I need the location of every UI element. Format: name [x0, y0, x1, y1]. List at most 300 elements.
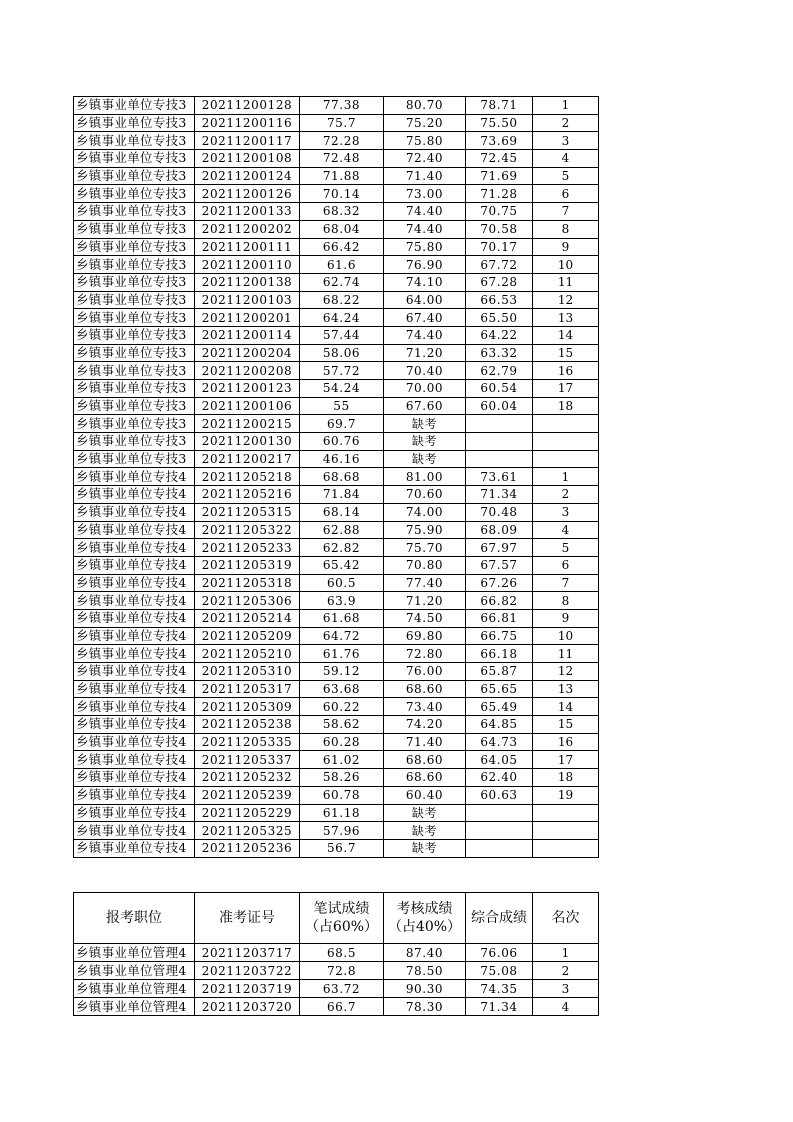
table-row [74, 503, 599, 521]
cell-written-score: 63.72 [300, 980, 384, 998]
cell-total-score: 73.61 [466, 468, 533, 486]
cell-exam-id: 20211205317 [195, 680, 300, 698]
cell-exam-id: 20211200208 [195, 362, 300, 380]
cell-assess-score: 73.00 [384, 185, 466, 203]
cell-exam-id: 20211205310 [195, 663, 300, 681]
cell-total-score: 65.49 [466, 698, 533, 716]
cell-assess-score: 缺考 [384, 450, 466, 468]
cell-rank: 1 [533, 468, 599, 486]
cell-position: 乡镇事业单位专技3 [74, 167, 195, 185]
cell-rank: 13 [533, 680, 599, 698]
table-row [74, 804, 599, 822]
cell-position: 乡镇事业单位专技3 [74, 450, 195, 468]
cell-total-score: 67.57 [466, 556, 533, 574]
cell-assess-score: 68.60 [384, 680, 466, 698]
cell-rank: 17 [533, 751, 599, 769]
cell-position: 乡镇事业单位专技3 [74, 362, 195, 380]
cell-position: 乡镇事业单位专技4 [74, 521, 195, 539]
cell-position: 乡镇事业单位专技4 [74, 698, 195, 716]
cell-written-score: 58.26 [300, 769, 384, 787]
cell-rank: 11 [533, 273, 599, 291]
cell-rank: 16 [533, 362, 599, 380]
cell-position: 乡镇事业单位专技3 [74, 326, 195, 344]
cell-total-score: 78.71 [466, 97, 533, 115]
cell-rank: 5 [533, 167, 599, 185]
cell-rank: 15 [533, 344, 599, 362]
cell-rank [533, 415, 599, 433]
cell-written-score: 68.22 [300, 291, 384, 309]
cell-total-score [466, 450, 533, 468]
cell-exam-id: 20211205319 [195, 556, 300, 574]
cell-rank: 4 [533, 150, 599, 168]
cell-rank: 13 [533, 309, 599, 327]
cell-position: 乡镇事业单位专技3 [74, 344, 195, 362]
header-assess-score-l2: （占40%） [387, 919, 462, 935]
cell-exam-id: 20211200217 [195, 450, 300, 468]
cell-exam-id: 20211200130 [195, 433, 300, 451]
cell-written-score: 68.5 [300, 944, 384, 962]
cell-rank [533, 839, 599, 857]
table-row [74, 273, 599, 291]
cell-rank: 9 [533, 609, 599, 627]
cell-exam-id: 20211203720 [195, 998, 300, 1016]
cell-assess-score: 缺考 [384, 822, 466, 840]
header-written-score-l2: （占60%） [304, 919, 379, 935]
cell-written-score: 68.32 [300, 203, 384, 221]
cell-position: 乡镇事业单位专技4 [74, 609, 195, 627]
cell-position: 乡镇事业单位专技3 [74, 256, 195, 274]
cell-rank [533, 804, 599, 822]
cell-written-score: 77.38 [300, 97, 384, 115]
cell-position: 乡镇事业单位专技4 [74, 539, 195, 557]
cell-written-score: 61.76 [300, 645, 384, 663]
cell-assess-score: 74.40 [384, 326, 466, 344]
cell-position: 乡镇事业单位专技4 [74, 839, 195, 857]
cell-assess-score: 81.00 [384, 468, 466, 486]
cell-written-score: 68.68 [300, 468, 384, 486]
cell-written-score: 60.5 [300, 574, 384, 592]
cell-total-score: 73.69 [466, 132, 533, 150]
cell-position: 乡镇事业单位专技4 [74, 468, 195, 486]
cell-position: 乡镇事业单位专技4 [74, 786, 195, 804]
cell-assess-score: 74.50 [384, 609, 466, 627]
cell-written-score: 46.16 [300, 450, 384, 468]
cell-total-score: 71.69 [466, 167, 533, 185]
cell-written-score: 54.24 [300, 380, 384, 398]
table-row [74, 185, 599, 203]
cell-total-score: 70.75 [466, 203, 533, 221]
cell-written-score: 62.88 [300, 521, 384, 539]
cell-rank: 19 [533, 786, 599, 804]
cell-total-score: 62.40 [466, 769, 533, 787]
table-row [74, 751, 599, 769]
cell-total-score: 74.35 [466, 980, 533, 998]
cell-rank: 14 [533, 698, 599, 716]
cell-total-score: 68.09 [466, 521, 533, 539]
cell-assess-score: 75.90 [384, 521, 466, 539]
cell-position: 乡镇事业单位专技4 [74, 592, 195, 610]
cell-total-score: 66.53 [466, 291, 533, 309]
cell-rank: 2 [533, 962, 599, 980]
cell-position: 乡镇事业单位专技4 [74, 716, 195, 734]
cell-assess-score: 76.00 [384, 663, 466, 681]
cell-rank: 1 [533, 944, 599, 962]
cell-total-score: 70.58 [466, 220, 533, 238]
cell-assess-score: 75.80 [384, 132, 466, 150]
cell-rank: 3 [533, 132, 599, 150]
cell-rank: 10 [533, 627, 599, 645]
header-assess-score [384, 893, 466, 944]
cell-assess-score: 缺考 [384, 433, 466, 451]
cell-total-score: 75.50 [466, 114, 533, 132]
cell-assess-score: 69.80 [384, 627, 466, 645]
cell-rank: 8 [533, 220, 599, 238]
cell-assess-score: 73.40 [384, 698, 466, 716]
cell-written-score: 70.14 [300, 185, 384, 203]
cell-rank: 1 [533, 97, 599, 115]
table-row [74, 556, 599, 574]
cell-exam-id: 20211200123 [195, 380, 300, 398]
cell-rank: 7 [533, 574, 599, 592]
cell-written-score: 60.28 [300, 733, 384, 751]
cell-position: 乡镇事业单位专技3 [74, 380, 195, 398]
cell-written-score: 69.7 [300, 415, 384, 433]
cell-position: 乡镇事业单位专技4 [74, 769, 195, 787]
header-written-score [300, 893, 384, 944]
cell-total-score: 70.17 [466, 238, 533, 256]
cell-exam-id: 20211200201 [195, 309, 300, 327]
table-row [74, 468, 599, 486]
cell-total-score: 62.79 [466, 362, 533, 380]
cell-position: 乡镇事业单位专技4 [74, 627, 195, 645]
cell-total-score: 66.75 [466, 627, 533, 645]
cell-exam-id: 20211200126 [195, 185, 300, 203]
cell-written-score: 71.88 [300, 167, 384, 185]
cell-position: 乡镇事业单位管理4 [74, 980, 195, 998]
cell-rank: 10 [533, 256, 599, 274]
table-row [74, 397, 599, 415]
cell-position: 乡镇事业单位专技3 [74, 309, 195, 327]
table-row [74, 962, 599, 980]
cell-total-score: 65.87 [466, 663, 533, 681]
cell-exam-id: 20211205229 [195, 804, 300, 822]
cell-total-score: 66.82 [466, 592, 533, 610]
table-row [74, 786, 599, 804]
cell-written-score: 75.7 [300, 114, 384, 132]
cell-assess-score: 60.40 [384, 786, 466, 804]
cell-exam-id: 20211200128 [195, 97, 300, 115]
cell-rank: 3 [533, 503, 599, 521]
cell-exam-id: 20211200204 [195, 344, 300, 362]
cell-rank: 7 [533, 203, 599, 221]
cell-rank: 2 [533, 486, 599, 504]
cell-position: 乡镇事业单位专技3 [74, 114, 195, 132]
cell-exam-id: 20211205218 [195, 468, 300, 486]
table-row [74, 167, 599, 185]
table-row [74, 663, 599, 681]
cell-rank: 16 [533, 733, 599, 751]
table-row [74, 680, 599, 698]
cell-assess-score: 64.00 [384, 291, 466, 309]
table-row [74, 839, 599, 857]
cell-rank: 18 [533, 397, 599, 415]
table-row [74, 822, 599, 840]
cell-position: 乡镇事业单位专技4 [74, 486, 195, 504]
cell-position: 乡镇事业单位专技4 [74, 733, 195, 751]
cell-exam-id: 20211205236 [195, 839, 300, 857]
cell-total-score: 66.18 [466, 645, 533, 663]
table-header-row [74, 893, 599, 944]
cell-exam-id: 20211203722 [195, 962, 300, 980]
cell-rank: 3 [533, 980, 599, 998]
table-row [74, 97, 599, 115]
table-row [74, 592, 599, 610]
cell-rank: 14 [533, 326, 599, 344]
cell-written-score: 64.72 [300, 627, 384, 645]
table-row [74, 132, 599, 150]
cell-position: 乡镇事业单位专技3 [74, 273, 195, 291]
cell-rank: 4 [533, 521, 599, 539]
cell-rank: 12 [533, 663, 599, 681]
cell-exam-id: 20211200116 [195, 114, 300, 132]
cell-total-score: 64.73 [466, 733, 533, 751]
header-total-score: 综合成绩 [466, 893, 533, 944]
table-row [74, 645, 599, 663]
cell-assess-score: 70.00 [384, 380, 466, 398]
cell-exam-id: 20211205210 [195, 645, 300, 663]
cell-assess-score: 77.40 [384, 574, 466, 592]
score-table-management-body [74, 944, 599, 1016]
cell-position: 乡镇事业单位专技4 [74, 503, 195, 521]
header-exam-id: 准考证号 [195, 893, 300, 944]
cell-exam-id: 20211205238 [195, 716, 300, 734]
table-row [74, 380, 599, 398]
cell-exam-id: 20211205214 [195, 609, 300, 627]
table-row [74, 998, 599, 1016]
cell-position: 乡镇事业单位专技3 [74, 97, 195, 115]
cell-position: 乡镇事业单位专技4 [74, 822, 195, 840]
table-row [74, 980, 599, 998]
header-assess-score-l1: 考核成绩 [396, 901, 453, 917]
cell-assess-score: 70.60 [384, 486, 466, 504]
cell-total-score: 71.34 [466, 998, 533, 1016]
cell-written-score: 58.06 [300, 344, 384, 362]
cell-rank: 6 [533, 556, 599, 574]
cell-total-score: 76.06 [466, 944, 533, 962]
cell-written-score: 57.96 [300, 822, 384, 840]
cell-total-score: 65.65 [466, 680, 533, 698]
cell-written-score: 60.78 [300, 786, 384, 804]
cell-assess-score: 74.40 [384, 203, 466, 221]
cell-assess-score: 71.20 [384, 344, 466, 362]
cell-exam-id: 20211205322 [195, 521, 300, 539]
cell-total-score: 71.28 [466, 185, 533, 203]
table-row [74, 627, 599, 645]
cell-assess-score: 缺考 [384, 415, 466, 433]
cell-exam-id: 20211205309 [195, 698, 300, 716]
cell-total-score [466, 415, 533, 433]
cell-exam-id: 20211200106 [195, 397, 300, 415]
cell-written-score: 64.24 [300, 309, 384, 327]
cell-written-score: 57.72 [300, 362, 384, 380]
cell-written-score: 60.76 [300, 433, 384, 451]
cell-exam-id: 20211200202 [195, 220, 300, 238]
header-position: 报考职位 [74, 893, 195, 944]
cell-total-score: 63.32 [466, 344, 533, 362]
cell-position: 乡镇事业单位管理4 [74, 944, 195, 962]
cell-exam-id: 20211205306 [195, 592, 300, 610]
cell-written-score: 60.22 [300, 698, 384, 716]
cell-written-score: 66.42 [300, 238, 384, 256]
cell-total-score: 64.05 [466, 751, 533, 769]
cell-assess-score: 68.60 [384, 751, 466, 769]
cell-total-score: 60.54 [466, 380, 533, 398]
cell-exam-id: 20211205325 [195, 822, 300, 840]
cell-written-score: 61.68 [300, 609, 384, 627]
header-written-score-l1: 笔试成绩 [313, 901, 370, 917]
table-row [74, 362, 599, 380]
cell-exam-id: 20211200124 [195, 167, 300, 185]
cell-assess-score: 67.60 [384, 397, 466, 415]
table-row [74, 450, 599, 468]
cell-exam-id: 20211200108 [195, 150, 300, 168]
cell-assess-score: 74.40 [384, 220, 466, 238]
cell-written-score: 61.18 [300, 804, 384, 822]
table-row [74, 574, 599, 592]
cell-exam-id: 20211203717 [195, 944, 300, 962]
cell-written-score: 65.42 [300, 556, 384, 574]
cell-assess-score: 75.80 [384, 238, 466, 256]
cell-written-score: 59.12 [300, 663, 384, 681]
cell-rank [533, 433, 599, 451]
cell-position: 乡镇事业单位专技4 [74, 751, 195, 769]
cell-assess-score: 67.40 [384, 309, 466, 327]
cell-written-score: 63.68 [300, 680, 384, 698]
cell-total-score: 70.48 [466, 503, 533, 521]
cell-rank: 2 [533, 114, 599, 132]
cell-written-score: 72.48 [300, 150, 384, 168]
cell-rank: 18 [533, 769, 599, 787]
cell-position: 乡镇事业单位专技3 [74, 203, 195, 221]
cell-rank: 6 [533, 185, 599, 203]
table-row [74, 415, 599, 433]
cell-position: 乡镇事业单位专技3 [74, 185, 195, 203]
cell-rank: 4 [533, 998, 599, 1016]
cell-assess-score: 缺考 [384, 839, 466, 857]
table-row [74, 539, 599, 557]
cell-written-score: 56.7 [300, 839, 384, 857]
header-rank: 名次 [533, 893, 599, 944]
cell-written-score: 61.02 [300, 751, 384, 769]
cell-written-score: 72.8 [300, 962, 384, 980]
table-row [74, 609, 599, 627]
table-row [74, 716, 599, 734]
cell-assess-score: 70.40 [384, 362, 466, 380]
cell-written-score: 61.6 [300, 256, 384, 274]
cell-position: 乡镇事业单位专技3 [74, 150, 195, 168]
table-row [74, 220, 599, 238]
table-row [74, 433, 599, 451]
cell-written-score: 62.82 [300, 539, 384, 557]
cell-assess-score: 75.20 [384, 114, 466, 132]
cell-exam-id: 20211200103 [195, 291, 300, 309]
cell-exam-id: 20211205216 [195, 486, 300, 504]
table-row [74, 344, 599, 362]
cell-assess-score: 90.30 [384, 980, 466, 998]
score-table-tech-body [74, 97, 599, 858]
table-row [74, 309, 599, 327]
cell-total-score: 67.28 [466, 273, 533, 291]
table-row [74, 114, 599, 132]
table-row [74, 203, 599, 221]
table-row [74, 256, 599, 274]
table-row [74, 238, 599, 256]
cell-written-score: 66.7 [300, 998, 384, 1016]
cell-total-score: 67.26 [466, 574, 533, 592]
cell-total-score: 67.97 [466, 539, 533, 557]
cell-written-score: 57.44 [300, 326, 384, 344]
score-table-tech [73, 96, 599, 858]
cell-position: 乡镇事业单位专技3 [74, 238, 195, 256]
cell-position: 乡镇事业单位专技3 [74, 291, 195, 309]
cell-rank: 15 [533, 716, 599, 734]
cell-rank [533, 822, 599, 840]
table-row [74, 326, 599, 344]
cell-written-score: 68.04 [300, 220, 384, 238]
score-table-management [73, 892, 599, 1016]
table-row [74, 733, 599, 751]
cell-exam-id: 20211200111 [195, 238, 300, 256]
cell-written-score: 62.74 [300, 273, 384, 291]
cell-exam-id: 20211200215 [195, 415, 300, 433]
cell-total-score: 66.81 [466, 609, 533, 627]
cell-written-score: 55 [300, 397, 384, 415]
cell-exam-id: 20211205337 [195, 751, 300, 769]
cell-assess-score: 71.40 [384, 167, 466, 185]
cell-total-score: 60.04 [466, 397, 533, 415]
cell-assess-score: 80.70 [384, 97, 466, 115]
cell-total-score: 60.63 [466, 786, 533, 804]
cell-total-score: 64.85 [466, 716, 533, 734]
cell-written-score: 63.9 [300, 592, 384, 610]
cell-total-score [466, 839, 533, 857]
cell-total-score: 65.50 [466, 309, 533, 327]
cell-position: 乡镇事业单位专技3 [74, 132, 195, 150]
cell-assess-score: 71.40 [384, 733, 466, 751]
cell-exam-id: 20211205209 [195, 627, 300, 645]
cell-written-score: 58.62 [300, 716, 384, 734]
cell-position: 乡镇事业单位专技3 [74, 415, 195, 433]
cell-total-score [466, 804, 533, 822]
cell-rank [533, 450, 599, 468]
cell-assess-score: 72.40 [384, 150, 466, 168]
cell-position: 乡镇事业单位专技3 [74, 220, 195, 238]
cell-exam-id: 20211205232 [195, 769, 300, 787]
table-row [74, 769, 599, 787]
cell-assess-score: 75.70 [384, 539, 466, 557]
cell-position: 乡镇事业单位管理4 [74, 998, 195, 1016]
cell-exam-id: 20211205315 [195, 503, 300, 521]
cell-assess-score: 72.80 [384, 645, 466, 663]
cell-position: 乡镇事业单位管理4 [74, 962, 195, 980]
cell-rank: 8 [533, 592, 599, 610]
table-row [74, 486, 599, 504]
cell-assess-score: 74.10 [384, 273, 466, 291]
cell-exam-id: 20211205239 [195, 786, 300, 804]
table-row [74, 698, 599, 716]
table-row [74, 291, 599, 309]
cell-position: 乡镇事业单位专技4 [74, 645, 195, 663]
